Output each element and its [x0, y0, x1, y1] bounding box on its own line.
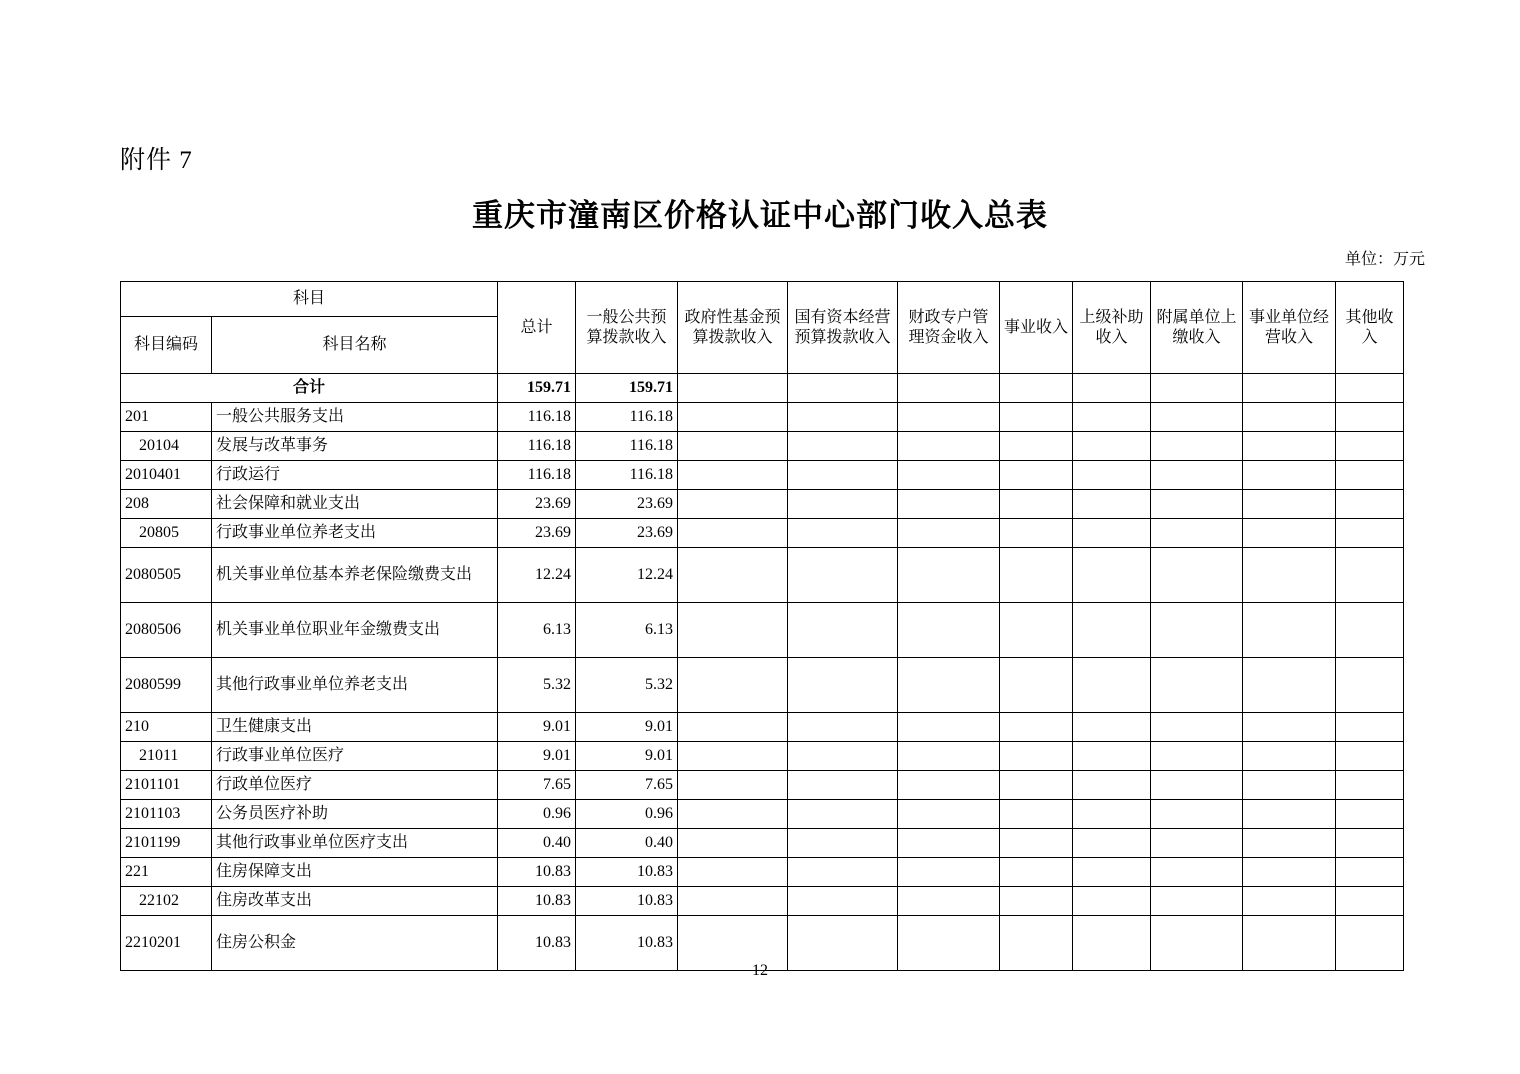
- table-row: [121, 887, 1404, 916]
- row-cell-affiliated-unit-remit: [1151, 713, 1243, 742]
- row-name: 行政单位医疗: [212, 771, 498, 800]
- row-cell-other-income: [1336, 887, 1404, 916]
- row-cell-gov-fund-budget: [678, 403, 788, 432]
- table-row: [121, 519, 1404, 548]
- row-cell-business-unit-operating: [1243, 887, 1336, 916]
- row-cell-superior-subsidy: [1073, 858, 1151, 887]
- row-cell-business-unit-operating: [1243, 829, 1336, 858]
- row-cell-general-public-budget: 5.32: [576, 658, 678, 713]
- header-affiliated-unit-remit: 附属单位上缴收入: [1151, 282, 1243, 374]
- row-cell-business-unit-operating: [1243, 742, 1336, 771]
- row-cell-business-income: [1000, 800, 1073, 829]
- row-cell-superior-subsidy: [1073, 742, 1151, 771]
- row-code: 2010401: [121, 461, 212, 490]
- row-cell-business-income: [1000, 858, 1073, 887]
- row-cell-affiliated-unit-remit: [1151, 490, 1243, 519]
- row-cell-superior-subsidy: [1073, 432, 1151, 461]
- row-cell-superior-subsidy: [1073, 403, 1151, 432]
- row-code: 2101199: [121, 829, 212, 858]
- row-cell-state-capital-budget: [788, 658, 898, 713]
- row-name: 机关事业单位职业年金缴费支出: [212, 603, 498, 658]
- row-code: 221: [121, 858, 212, 887]
- row-cell-gov-fund-budget: [678, 603, 788, 658]
- row-cell-total: 10.83: [498, 887, 576, 916]
- row-cell-gov-fund-budget: [678, 461, 788, 490]
- row-cell-business-income: [1000, 829, 1073, 858]
- row-cell-affiliated-unit-remit: [1151, 887, 1243, 916]
- row-cell-superior-subsidy: [1073, 887, 1151, 916]
- header-gov-fund-budget: 政府性基金预算拨款收入: [678, 282, 788, 374]
- row-cell-business-unit-operating: [1243, 490, 1336, 519]
- row-cell-gov-fund-budget: [678, 800, 788, 829]
- row-cell-fiscal-special-account: [898, 829, 1000, 858]
- row-code: 2080506: [121, 603, 212, 658]
- row-name: 行政事业单位养老支出: [212, 519, 498, 548]
- row-cell-affiliated-unit-remit: [1151, 461, 1243, 490]
- row-cell-business-income: [1000, 548, 1073, 603]
- row-cell-state-capital-budget: [788, 432, 898, 461]
- row-cell-gov-fund-budget: [678, 658, 788, 713]
- row-cell-business-income: [1000, 771, 1073, 800]
- row-cell-fiscal-special-account: [898, 461, 1000, 490]
- row-cell-gov-fund-budget: [678, 519, 788, 548]
- row-cell-other-income: [1336, 403, 1404, 432]
- row-name: 住房公积金: [212, 916, 498, 971]
- total-row-cell-general-public-budget: 159.71: [576, 374, 678, 403]
- header-business-unit-operating: 事业单位经营收入: [1243, 282, 1336, 374]
- row-code: 2101101: [121, 771, 212, 800]
- row-code: 2080505: [121, 548, 212, 603]
- row-cell-fiscal-special-account: [898, 432, 1000, 461]
- row-cell-general-public-budget: 10.83: [576, 916, 678, 971]
- income-summary-table: [120, 281, 1404, 971]
- row-code: 201: [121, 403, 212, 432]
- row-cell-state-capital-budget: [788, 548, 898, 603]
- row-cell-business-unit-operating: [1243, 461, 1336, 490]
- row-code: 208: [121, 490, 212, 519]
- total-row-cell-superior-subsidy: [1073, 374, 1151, 403]
- row-cell-total: 116.18: [498, 403, 576, 432]
- table-row: [121, 800, 1404, 829]
- row-cell-other-income: [1336, 829, 1404, 858]
- row-cell-other-income: [1336, 490, 1404, 519]
- row-cell-other-income: [1336, 432, 1404, 461]
- row-cell-gov-fund-budget: [678, 490, 788, 519]
- total-row-cell-other-income: [1336, 374, 1404, 403]
- row-cell-fiscal-special-account: [898, 490, 1000, 519]
- row-cell-other-income: [1336, 858, 1404, 887]
- row-cell-business-unit-operating: [1243, 519, 1336, 548]
- row-cell-affiliated-unit-remit: [1151, 829, 1243, 858]
- row-name: 行政事业单位医疗: [212, 742, 498, 771]
- row-cell-superior-subsidy: [1073, 800, 1151, 829]
- row-cell-superior-subsidy: [1073, 658, 1151, 713]
- row-cell-superior-subsidy: [1073, 771, 1151, 800]
- row-cell-gov-fund-budget: [678, 548, 788, 603]
- row-cell-fiscal-special-account: [898, 858, 1000, 887]
- row-cell-state-capital-budget: [788, 603, 898, 658]
- row-cell-fiscal-special-account: [898, 519, 1000, 548]
- table-body: [121, 374, 1404, 971]
- row-cell-general-public-budget: 116.18: [576, 403, 678, 432]
- row-name: 其他行政事业单位养老支出: [212, 658, 498, 713]
- row-cell-superior-subsidy: [1073, 519, 1151, 548]
- row-cell-total: 116.18: [498, 461, 576, 490]
- table-row: [121, 771, 1404, 800]
- row-name: 卫生健康支出: [212, 713, 498, 742]
- row-cell-other-income: [1336, 771, 1404, 800]
- table-row: [121, 490, 1404, 519]
- row-cell-gov-fund-budget: [678, 742, 788, 771]
- total-row-cell-gov-fund-budget: [678, 374, 788, 403]
- row-cell-other-income: [1336, 603, 1404, 658]
- row-cell-total: 10.83: [498, 916, 576, 971]
- row-cell-affiliated-unit-remit: [1151, 603, 1243, 658]
- table-row: [121, 403, 1404, 432]
- total-row-cell-business-unit-operating: [1243, 374, 1336, 403]
- row-cell-business-income: [1000, 432, 1073, 461]
- row-name: 公务员医疗补助: [212, 800, 498, 829]
- header-subject-code: 科目编码: [121, 317, 212, 374]
- row-cell-other-income: [1336, 800, 1404, 829]
- row-cell-business-income: [1000, 519, 1073, 548]
- row-code: 2080599: [121, 658, 212, 713]
- attachment-label: 附件 7: [120, 147, 193, 174]
- row-cell-business-income: [1000, 461, 1073, 490]
- table-row: [121, 461, 1404, 490]
- row-cell-fiscal-special-account: [898, 713, 1000, 742]
- row-cell-superior-subsidy: [1073, 603, 1151, 658]
- row-cell-total: 0.96: [498, 800, 576, 829]
- row-cell-general-public-budget: 116.18: [576, 432, 678, 461]
- row-name: 住房改革支出: [212, 887, 498, 916]
- row-cell-general-public-budget: 116.18: [576, 461, 678, 490]
- row-cell-other-income: [1336, 461, 1404, 490]
- row-cell-fiscal-special-account: [898, 800, 1000, 829]
- row-cell-affiliated-unit-remit: [1151, 403, 1243, 432]
- row-cell-state-capital-budget: [788, 519, 898, 548]
- row-cell-state-capital-budget: [788, 742, 898, 771]
- header-business-income: 事业收入: [1000, 282, 1073, 374]
- row-cell-fiscal-special-account: [898, 742, 1000, 771]
- row-name: 社会保障和就业支出: [212, 490, 498, 519]
- row-cell-total: 0.40: [498, 829, 576, 858]
- row-code: 20104: [121, 432, 212, 461]
- row-cell-general-public-budget: 0.96: [576, 800, 678, 829]
- row-cell-gov-fund-budget: [678, 771, 788, 800]
- row-cell-business-unit-operating: [1243, 432, 1336, 461]
- row-cell-state-capital-budget: [788, 403, 898, 432]
- table-row: [121, 829, 1404, 858]
- unit-note: 单位：万元: [1344, 251, 1425, 268]
- row-cell-affiliated-unit-remit: [1151, 432, 1243, 461]
- row-cell-business-unit-operating: [1243, 403, 1336, 432]
- row-cell-business-income: [1000, 490, 1073, 519]
- row-cell-affiliated-unit-remit: [1151, 858, 1243, 887]
- row-cell-superior-subsidy: [1073, 490, 1151, 519]
- row-cell-general-public-budget: 9.01: [576, 742, 678, 771]
- row-cell-affiliated-unit-remit: [1151, 771, 1243, 800]
- row-cell-other-income: [1336, 548, 1404, 603]
- row-cell-state-capital-budget: [788, 800, 898, 829]
- row-cell-superior-subsidy: [1073, 548, 1151, 603]
- row-cell-gov-fund-budget: [678, 829, 788, 858]
- total-row-cell-fiscal-special-account: [898, 374, 1000, 403]
- total-row-cell-business-income: [1000, 374, 1073, 403]
- row-cell-general-public-budget: 12.24: [576, 548, 678, 603]
- row-cell-business-income: [1000, 742, 1073, 771]
- row-cell-business-unit-operating: [1243, 603, 1336, 658]
- row-cell-business-income: [1000, 887, 1073, 916]
- row-cell-superior-subsidy: [1073, 461, 1151, 490]
- row-cell-total: 5.32: [498, 658, 576, 713]
- row-code: 22102: [121, 887, 212, 916]
- table-row: [121, 548, 1404, 603]
- row-cell-business-unit-operating: [1243, 713, 1336, 742]
- total-row-cell-affiliated-unit-remit: [1151, 374, 1243, 403]
- row-cell-fiscal-special-account: [898, 548, 1000, 603]
- row-cell-other-income: [1336, 742, 1404, 771]
- row-cell-business-income: [1000, 603, 1073, 658]
- table-header: [121, 282, 1404, 374]
- row-cell-total: 23.69: [498, 519, 576, 548]
- row-cell-superior-subsidy: [1073, 829, 1151, 858]
- row-cell-business-unit-operating: [1243, 771, 1336, 800]
- row-name: 机关事业单位基本养老保险缴费支出: [212, 548, 498, 603]
- row-cell-fiscal-special-account: [898, 658, 1000, 713]
- row-cell-general-public-budget: 10.83: [576, 887, 678, 916]
- row-cell-state-capital-budget: [788, 490, 898, 519]
- row-cell-fiscal-special-account: [898, 771, 1000, 800]
- row-code: 2210201: [121, 916, 212, 971]
- row-cell-general-public-budget: 10.83: [576, 858, 678, 887]
- header-total: 总计: [498, 282, 576, 374]
- header-subject-group: 科目: [121, 282, 498, 317]
- row-code: 20805: [121, 519, 212, 548]
- row-cell-total: 6.13: [498, 603, 576, 658]
- row-cell-business-unit-operating: [1243, 800, 1336, 829]
- header-other-income: 其他收入: [1336, 282, 1404, 374]
- row-cell-business-unit-operating: [1243, 658, 1336, 713]
- row-cell-affiliated-unit-remit: [1151, 548, 1243, 603]
- row-cell-affiliated-unit-remit: [1151, 800, 1243, 829]
- table-row: [121, 858, 1404, 887]
- table-row: [121, 742, 1404, 771]
- header-fiscal-special-account: 财政专户管理资金收入: [898, 282, 1000, 374]
- row-cell-state-capital-budget: [788, 771, 898, 800]
- row-name: 住房保障支出: [212, 858, 498, 887]
- header-superior-subsidy: 上级补助收入: [1073, 282, 1151, 374]
- row-name: 其他行政事业单位医疗支出: [212, 829, 498, 858]
- row-cell-state-capital-budget: [788, 713, 898, 742]
- row-cell-general-public-budget: 23.69: [576, 490, 678, 519]
- row-cell-state-capital-budget: [788, 858, 898, 887]
- row-cell-total: 116.18: [498, 432, 576, 461]
- row-cell-general-public-budget: 9.01: [576, 713, 678, 742]
- row-cell-gov-fund-budget: [678, 713, 788, 742]
- row-cell-general-public-budget: 7.65: [576, 771, 678, 800]
- row-cell-affiliated-unit-remit: [1151, 519, 1243, 548]
- row-cell-other-income: [1336, 713, 1404, 742]
- row-cell-state-capital-budget: [788, 829, 898, 858]
- row-cell-business-income: [1000, 658, 1073, 713]
- row-cell-total: 23.69: [498, 490, 576, 519]
- row-name: 一般公共服务支出: [212, 403, 498, 432]
- table-row: [121, 658, 1404, 713]
- table-row-total: [121, 374, 1404, 403]
- row-cell-business-unit-operating: [1243, 548, 1336, 603]
- row-cell-fiscal-special-account: [898, 403, 1000, 432]
- row-cell-business-income: [1000, 403, 1073, 432]
- row-cell-fiscal-special-account: [898, 603, 1000, 658]
- row-cell-fiscal-special-account: [898, 887, 1000, 916]
- row-cell-general-public-budget: 6.13: [576, 603, 678, 658]
- row-cell-business-unit-operating: [1243, 858, 1336, 887]
- row-name: 行政运行: [212, 461, 498, 490]
- row-cell-general-public-budget: 0.40: [576, 829, 678, 858]
- row-cell-total: 9.01: [498, 713, 576, 742]
- row-cell-gov-fund-budget: [678, 887, 788, 916]
- row-cell-gov-fund-budget: [678, 858, 788, 887]
- table-row: [121, 432, 1404, 461]
- row-cell-total: 10.83: [498, 858, 576, 887]
- row-code: 2101103: [121, 800, 212, 829]
- header-general-public-budget: 一般公共预算拨款收入: [576, 282, 678, 374]
- row-cell-other-income: [1336, 658, 1404, 713]
- page-number: 12: [752, 962, 768, 979]
- total-row-label: 合计: [121, 374, 498, 403]
- row-cell-affiliated-unit-remit: [1151, 742, 1243, 771]
- row-cell-superior-subsidy: [1073, 713, 1151, 742]
- total-row-cell-state-capital-budget: [788, 374, 898, 403]
- header-state-capital-budget: 国有资本经营预算拨款收入: [788, 282, 898, 374]
- total-row-cell-total: 159.71: [498, 374, 576, 403]
- table-row: [121, 603, 1404, 658]
- row-cell-business-income: [1000, 713, 1073, 742]
- row-cell-general-public-budget: 23.69: [576, 519, 678, 548]
- row-cell-gov-fund-budget: [678, 432, 788, 461]
- row-code: 21011: [121, 742, 212, 771]
- row-cell-affiliated-unit-remit: [1151, 658, 1243, 713]
- row-cell-state-capital-budget: [788, 887, 898, 916]
- row-cell-state-capital-budget: [788, 461, 898, 490]
- row-cell-total: 7.65: [498, 771, 576, 800]
- row-code: 210: [121, 713, 212, 742]
- row-cell-total: 9.01: [498, 742, 576, 771]
- row-cell-total: 12.24: [498, 548, 576, 603]
- header-subject-name: 科目名称: [212, 317, 498, 374]
- row-name: 发展与改革事务: [212, 432, 498, 461]
- row-cell-other-income: [1336, 519, 1404, 548]
- page-title: 重庆市潼南区价格认证中心部门收入总表: [472, 198, 1048, 233]
- table-row: [121, 713, 1404, 742]
